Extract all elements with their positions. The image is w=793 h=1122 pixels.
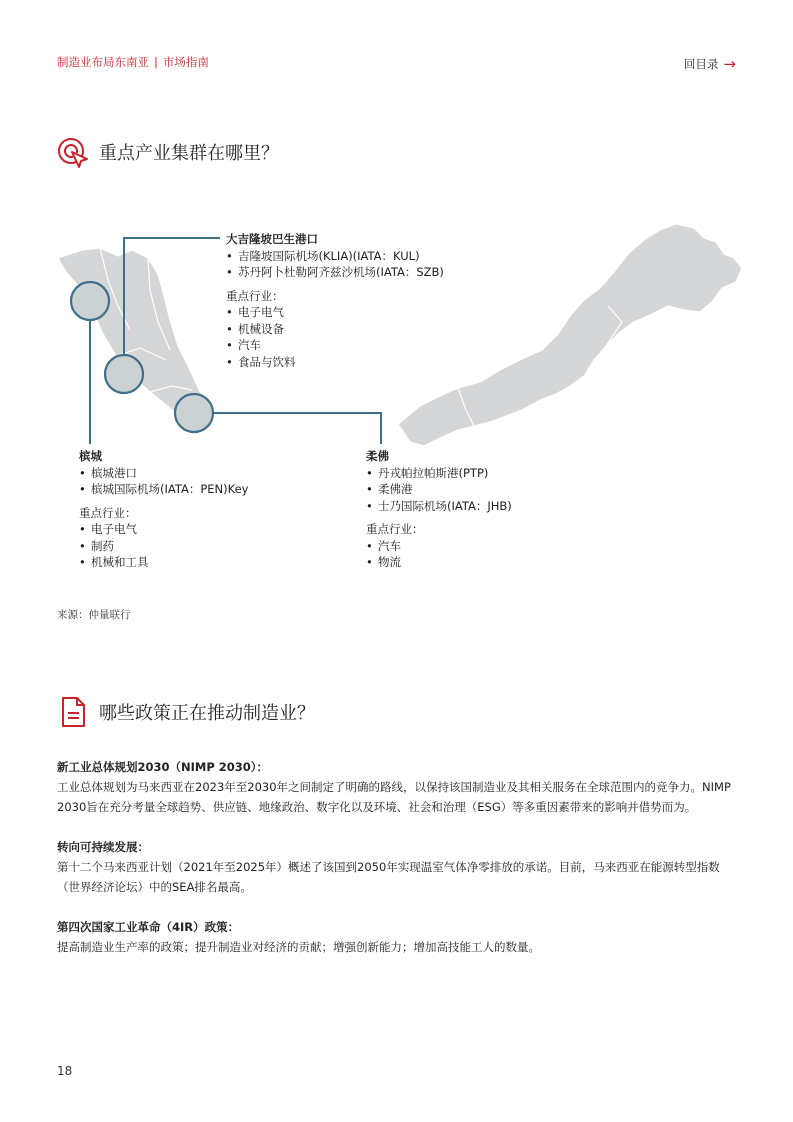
list-item: • 机械设备: [226, 321, 444, 338]
johor-marker: [175, 394, 213, 432]
kl-cluster-label: [226, 231, 444, 370]
penang-cluster-label: [79, 448, 249, 571]
penang-marker: [71, 282, 109, 320]
east-malaysia-shape: [398, 224, 742, 446]
kl-marker: [105, 355, 143, 393]
list-item: • 柔佛港: [366, 481, 512, 498]
policy-heading: 第四次国家工业革命（4IR）政策：: [57, 920, 240, 934]
target-cursor-icon: [57, 136, 89, 168]
back-to-toc-link[interactable]: [684, 56, 736, 72]
policy-body: 提高制造业生产率的政策；提升制造业对经济的贡献；增强创新能力；增加高技能工人的数量。: [57, 940, 540, 954]
section2-heading: [57, 696, 315, 728]
list-item: • 食品与饮料: [226, 354, 444, 371]
page-number: 18: [57, 1064, 73, 1078]
kl-industries-heading: 重点行业：: [226, 288, 284, 303]
back-to-toc-label: 回目录: [683, 57, 719, 71]
header-separator: |: [154, 55, 158, 69]
list-item: • 物流: [366, 554, 512, 571]
list-item: • 苏丹阿卜杜勒阿齐兹沙机场(IATA：SZB): [226, 264, 444, 281]
list-item: • 槟城国际机场(IATA：PEN)Key: [79, 481, 249, 498]
doc-title: 制造业布局东南亚: [57, 55, 149, 69]
arrow-right-icon: →: [723, 54, 736, 73]
list-item: • 电子电气: [79, 521, 249, 538]
policy-heading: 转向可持续发展：: [57, 840, 149, 854]
list-item: • 丹戎帕拉帕斯港(PTP): [366, 465, 512, 482]
policy-heading: 新工业总体规划2030（NIMP 2030）：: [57, 760, 269, 774]
list-item: • 槟城港口: [79, 465, 249, 482]
list-item: • 制药: [79, 538, 249, 555]
section1-heading: [57, 136, 279, 168]
list-item: • 汽车: [226, 337, 444, 354]
johor-city-name: 柔佛: [366, 449, 389, 463]
section1-title: 重点产业集群在哪里？: [99, 143, 279, 164]
kl-city-name: 大吉隆坡巴生港口: [226, 232, 318, 246]
policy-body: 工业总体规划为马来西亚在2023年至2030年之间制定了明确的路线，以保持该国制造业及其相关服务在全球范围内的竞争力。NIMP 2030旨在充分考量全球趋势、供应链、地缘政治、数字化以及环境、社会和治理（ESG）等多重因素带来的影响并借势而为。: [57, 780, 731, 814]
johor-connector-line: [212, 413, 381, 444]
penang-industries-heading: 重点行业：: [79, 505, 137, 520]
list-item: • 汽车: [366, 538, 512, 555]
section2-title: 哪些政策正在推动制造业？: [99, 703, 315, 724]
document-header: [57, 54, 209, 70]
policy-body: 第十二个马来西亚计划（2021年至2025年）概述了该国到2050年实现温室气体净零排放的承诺。目前，马来西亚在能源转型指数（世界经济论坛）中的SEA排名最高。: [57, 860, 720, 894]
source-note: 来源：仲量联行: [57, 609, 131, 621]
penang-city-name: 槟城: [79, 449, 102, 463]
list-item: • 士乃国际机场(IATA：JHB): [366, 498, 512, 515]
document-icon: [57, 696, 89, 728]
policy-list: [57, 757, 739, 977]
list-item: • 电子电气: [226, 304, 444, 321]
johor-cluster-label: [366, 448, 512, 571]
section-name: 市场指南: [162, 55, 209, 69]
list-item: • 吉隆坡国际机场(KLIA)(IATA：KUL): [226, 248, 444, 265]
list-item: • 机械和工具: [79, 554, 249, 571]
johor-industries-heading: 重点行业：: [366, 522, 424, 536]
